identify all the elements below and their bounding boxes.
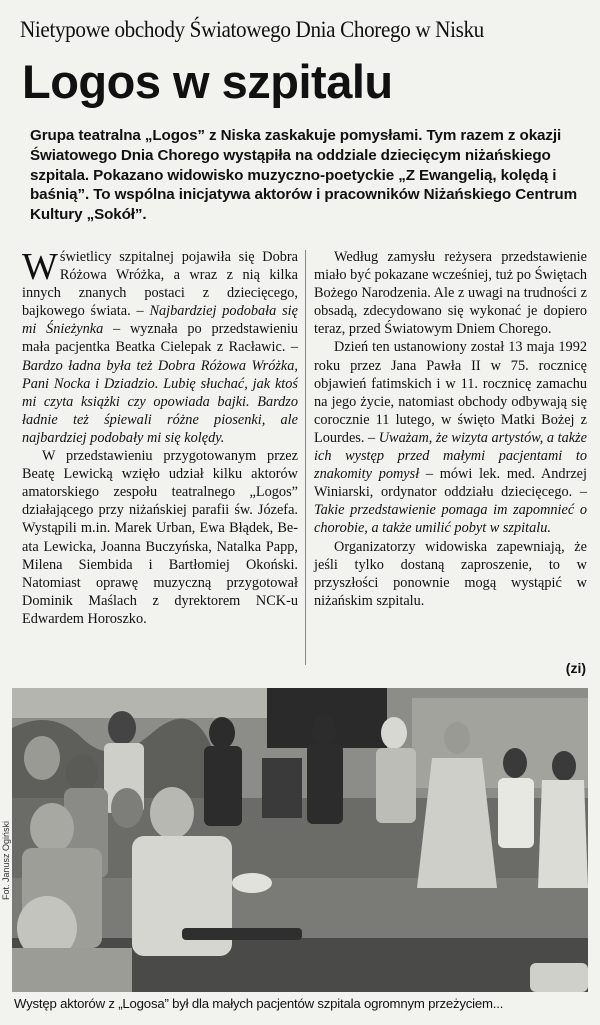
lead-paragraph: Grupa teatralna „Logos” z Niska zaskakuje pomysłami. Tym razem z okazji Światowego Dnia Chorego wystąpiła na oddziale dziecięcym niżańskiego szpitala. Pokazano widowisko muzyczno-poetyckie „Z Ewangelią, kolędą i baśnią”. To wspólna inicjatywa aktorów i pracowników Niżańskiego Centrum Kultury „Sokół”. <box>30 127 577 224</box>
kicker: Nietypowe obchody Światowego Dnia Chorego w Nisku <box>20 17 484 42</box>
right-paragraph-2 <box>314 338 587 537</box>
photo-credit: Fot. Janusz Ogiński <box>1 820 11 900</box>
left-p1-quote-2: Bardzo ładna była też Dobra Różowa Wróżka, Pani Nocka i Dziadzio. Lubię słuchać, jak ktoś mi czyta książki czy opowiada bajki. Bardzo ładnie też śpiewali różne piosenki, ale najbardziej podobały mi się kolędy. <box>22 357 298 446</box>
right-p2-text-b: – mówi lek. med. Andrzej Winiarski, ordynator oddziału dziecięcego. – <box>314 466 588 501</box>
left-paragraph-1 <box>22 248 298 447</box>
article-photo <box>12 688 588 992</box>
right-p2-quote-2: Takie przedstawienie pomaga im zapomnieć o chorobie, a także umilić pobyt w szpitalu. <box>314 502 587 537</box>
author-signature: (zi) <box>565 660 586 676</box>
right-p2-quote: Uważam, że wizyta artystów, a także ich występ przed małymi pacjentami to znakomity pomysł <box>314 429 587 483</box>
photo-illustration <box>12 688 588 992</box>
right-paragraph-1: Według zamysłu reżysera przedstawienie miało być pokazane wcześniej, tuż po Świętach Bożego Narodzenia. Ale z uwagi na trudności z obsadą, zdecydowano się wykonać je dopiero teraz, przed Światowym Dniem Chorego. <box>314 249 587 338</box>
right-column <box>314 248 587 610</box>
headline: Logos w szpitalu <box>22 55 393 108</box>
left-paragraph-2: W przedstawieniu przygotowanym przez Beatę Lewicką wzięło udział kilku aktorów amatorskiego zespołu teatralnego „Logos” działającego przy niżańskiej parafii św. Józefa. Wystąpili m.in. Marek Urban, Ewa Błądek, Beata Lewicka, Joanna Buczyńska, Natalka Papp, Milena Siembida i Bartłomiej Okoński. Natomiast oprawę muzyczną przygotował Dominik Maślach z dyrektorem NCK-u Edwardem Horoszko. <box>22 448 298 627</box>
column-divider <box>305 250 306 665</box>
left-p1-text-b: – wyznała po przedstawieniu mała pacjentka Beatka Cielepak z Racławic. – <box>22 321 298 356</box>
right-p2-text: Dzień ten ustanowiony został 13 maja 1992 roku przez Jana Pawła II w 75. rocznicę objawień fatimskich i w 11. rocznicę zamachu na jego życie, natomiast obchody odbywają się corocznie 11 lutego, w święto Matki Bożej z Lourdes. – <box>314 339 587 446</box>
photo-caption: Występ aktorów z „Logosa” był dla małych pacjentów szpitala ogromnym przeżyciem... <box>14 996 504 1011</box>
left-p1-text: świetlicy szpitalnej pojawiła się Dobra Różowa Wróżka, a wraz z nią kilka innych znanych postaci z dziecięcego, bajkowego świata. – <box>22 249 298 320</box>
left-p1-quote: Najbardziej podobała się mi Śnieżynka <box>22 303 299 338</box>
right-paragraph-3: Organizatorzy widowiska zapewniają, że jeśli tylko dostaną zaproszenie, to w przyszłości ponownie mogą wystąpić w niżańskim szpitalu. <box>314 538 587 609</box>
drop-cap: W <box>22 246 58 288</box>
left-column <box>22 248 298 628</box>
